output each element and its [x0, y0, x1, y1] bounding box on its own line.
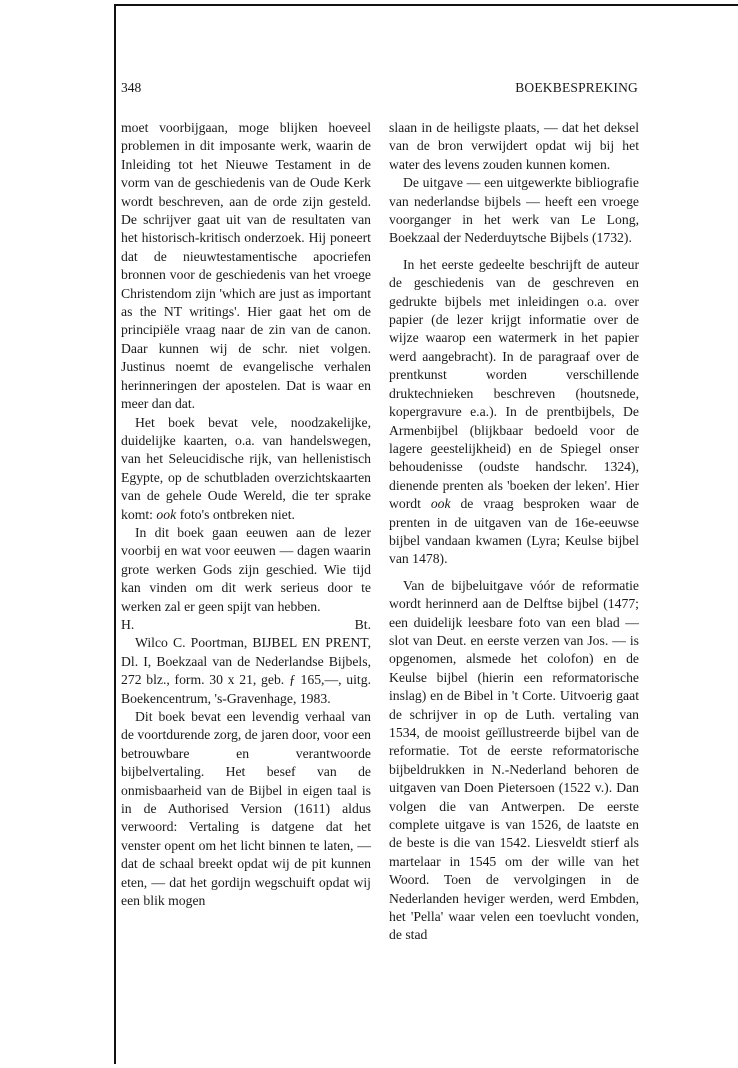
- paragraph: [389, 256, 639, 569]
- scan-border-left: [114, 4, 116, 1064]
- paragraph: Van de bijbeluitgave vóór de reformatie wordt herinnerd aan de Delftse bijbel (1477; een duidelijk leesbare foto van een blad — slot van Deut. en eerste verzen van Jos. — is opgenomen, alsmede het colofon) en de Keulse bijbel (hierin een reformatorische inslag) en de Bibel in 't Corte. Uitvoerig gaat de schrijver in op de Luth. vertaling van 1534, de mooist geïllustreerde bijbel van de reformatie. Tot de eerste reformatorische bijbeldrukken in N.-Nederland behoren de uitgaven van Doen Pietersoen (1522 v.). Dan volgen die van Antwerpen. De eerste complete uitgave is van 1526, de laatste en de beste is die van 1542. Liesveldt stierf als martelaar in 1545 om der wille van het Woord. Toen de vervolgingen in de Nederlanden heviger werden, werd Embden, het 'Pella' waar velen een toevlucht vonden, de stad: [389, 577, 639, 943]
- paragraph: moet voorbijgaan, moge blijken hoeveel problemen in dit imposante werk, waarin de Inleiding tot het Nieuwe Testament in de vorm van de geschiedenis van de Oude Kerk wordt beschreven, aan de orde zijn gesteld. De schrijver gaat uit van de resultaten van het historisch-kritisch onderzoek. Hij poneert dat de nieuwtestamentische apocriefen bronnen voor de geschiedenis van het vroege Christendom zijn 'which are just as important as the NT writings'. Hier gaat het om de principiële vraag naar de zin van de canon. Daar kunnen wij de schr. niet volgen. Justinus noemt de evangelische verhalen herinneringen der apostelen. Dat is waar en meer dan dat.: [121, 120, 371, 412]
- paragraph: [121, 414, 371, 524]
- paragraph: slaan in de heiligste plaats, — dat het deksel van de bron verwijdert opdat wij bij het water des levens zouden kunnen komen.: [389, 120, 639, 172]
- italic-text: ook: [156, 506, 177, 522]
- page-number: 348: [121, 80, 142, 95]
- text-run: foto's ontbreken niet.: [176, 506, 295, 522]
- paragraph: Dit boek bevat een levendig verhaal van de voortdurende zorg, de jaren door, voor een betrouwbare en verantwoorde bijbelvertaling. Het besef van de onmisbaarheid van de Bijbel in eigen taal is in de Authorised Version (1611) aldus verwoord: Vertaling is datgene dat het venster opent om het licht binnen te laten, — dat de schaal breekt opdat wij de pit kunnen eten, — dat het gordijn wegschuift opdat wij een blik mogen: [121, 709, 371, 909]
- signature-author: Bt.: [354, 616, 371, 632]
- italic-text: ook: [430, 496, 451, 512]
- left-column: [121, 119, 371, 910]
- scan-border-top: [114, 4, 738, 6]
- bibliographic-entry: Wilco C. Poortman, BIJBEL EN PRENT, Dl. I, Boekzaal van de Nederlandse Bijbels, 272 blz., form. 30 x 21, geb. ƒ 165,—, uitg. Boekencentrum, 's-Gravenhage, 1983.: [121, 635, 371, 706]
- signature-initial: H.: [121, 616, 135, 632]
- text-run: Het boek bevat vele, noodzakelijke, duidelijke kaarten, o.a. van handelswegen, van het Seleucidische rijk, van hellenistisch Egypte, op de schutbladen overzichtskaarten van de gehele Oude Wereld, die ter sprake komt:: [121, 414, 371, 522]
- running-head: BOEKBESPREKING: [515, 80, 638, 95]
- paragraph: In dit boek gaan eeuwen aan de lezer voorbij en wat voor eeuwen — dagen waarin grote werken Gods zijn geschied. Wie tijd kan vinden om dit werk serieus door te werken zal er geen spijt van hebben.: [121, 524, 371, 614]
- signature: [121, 616, 371, 634]
- paragraph: De uitgave — een uitgewerkte bibliografie van nederlandse bijbels — heeft een vroege voorganger in het werk van Le Long, Boekzaal der Nederduytsche Bijbels (1732).: [389, 175, 639, 246]
- text-run: In het eerste gedeelte beschrijft de auteur de geschiedenis van de geschreven en gedrukte bijbels met inleidingen o.a. over papier (de lezer krijgt informatie over de wijze waarop een watermerk in het papier werd aangebracht). In de paragraaf over de prentkunst worden verschillende druktechnieken beschreven (houtsnede, kopergravure e.a.). In de prentbijbels, De Armenbijbel (blijkbaar bedoeld voor de lagere geestelijkheid) en de Spiegel onser behoudenisse (oudste handschr. 1324), dienende prenten als 'boeken der leken'. Hier wordt: [389, 256, 639, 512]
- text-run: de vraag besproken waar de prenten in de uitgaven van de 16e-eeuwse bijbel vandaan kwamen (Lyra; Keulse bijbel van 1478).: [389, 496, 639, 567]
- right-column: [389, 119, 639, 945]
